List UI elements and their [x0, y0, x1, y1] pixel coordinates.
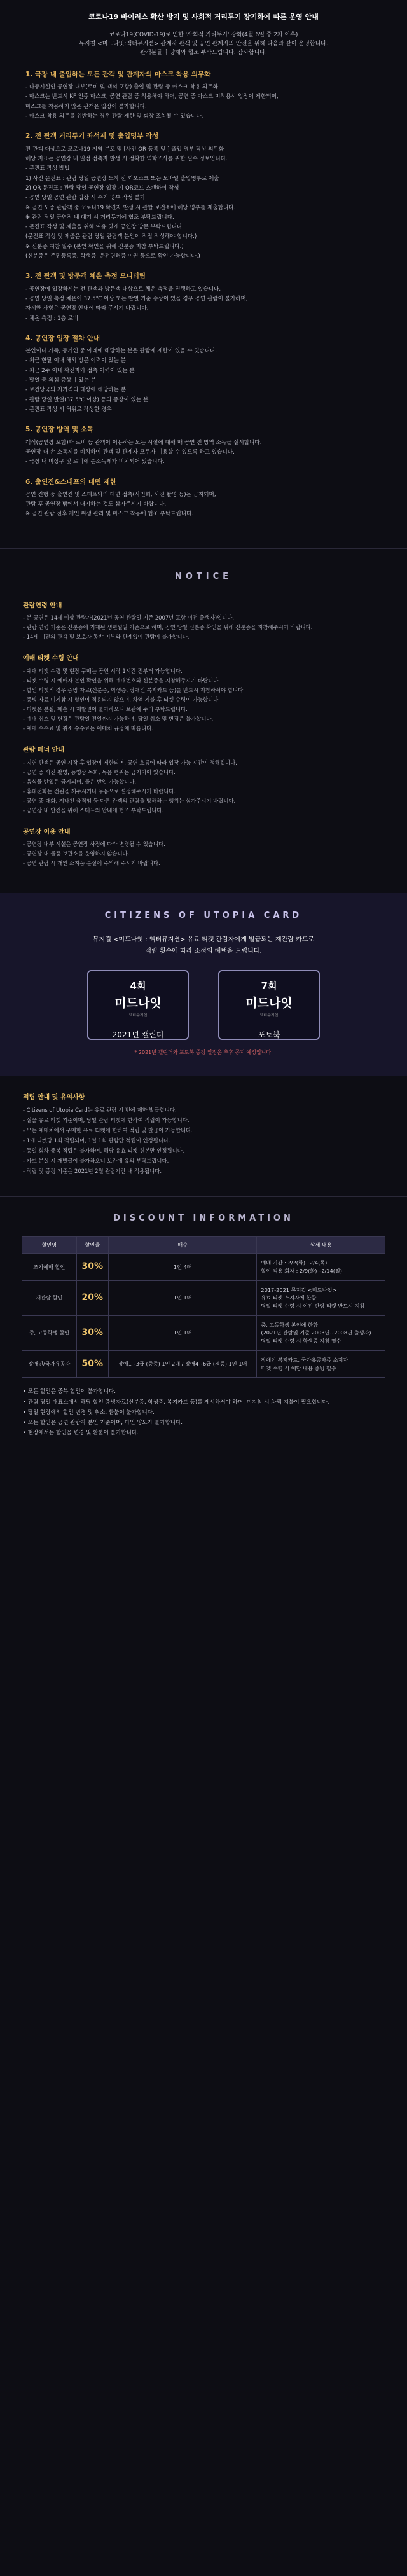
discount-name: 장애인/국가유공자 [22, 1350, 77, 1377]
detail-line: 장애인 복지카드, 국가유공자증 소지자 [261, 1356, 348, 1363]
covid-line: 해당 지표는 공연장 내 밀접 접촉자 발생 시 정확한 역학조사를 위한 필수 정보입니다. [25, 155, 228, 162]
covid-line: - 마스크는 반드시 KF 인증 마스크, 공연 관람 중 착용해야 하며, 공연 중 마스크 미착용시 입장이 제한되며, [25, 93, 279, 100]
notice-line: - 공연 중 사진 촬영, 동영상 녹화, 녹음 행위는 금지되어 있습니다. [23, 768, 176, 775]
notice-line: - 관람 연령 기준은 신분증에 기재된 생년월일 기준으로 하며, 공연 당일 신분증 확인을 위해 신분증을 지참해주시기 바랍니다. [23, 624, 313, 631]
notice-subsection [23, 745, 384, 815]
notice-line: - 티켓은 분실, 훼손 시 재발권이 불가하오니 보관에 주의 부탁드립니다. [23, 706, 188, 713]
covid-line: - 최근 한달 이내 해외 방문 이력이 있는 분 [25, 357, 126, 364]
covid-line: 1) 사전 문진표 : 관람 당일 공연장 도착 전 키오스크 또는 모바일 출입명부로 제출 [25, 175, 219, 182]
detail-line: 티켓 수령 시 해당 내용 증빙 필수 [261, 1364, 336, 1371]
covid-line: - 극장 내 비상구 및 로비에 손소독제가 비치되어 있습니다. [25, 459, 165, 466]
covid-line: 본인이나 가족, 동거인 중 아래에 해당하는 분은 관람에 제한이 있을 수 있습니다. [25, 348, 217, 355]
detail-line: 당일 티켓 수령 시 학생증 지참 필수 [261, 1338, 341, 1345]
covid-subheading: 4. 공연장 입장 절차 안내 [25, 334, 100, 342]
detail-line: 할인 적용 회차 : 2/9(화)~2/14(일) [261, 1267, 343, 1274]
notice-subsection [23, 828, 384, 868]
card-benefit: 포토북 [234, 1025, 304, 1041]
covid-subsection [25, 333, 382, 414]
covid-line: - 최근 2주 이내 확진자와 접촉 이력이 있는 분 [25, 367, 135, 374]
notice-line: - 공연장 내 안전을 위해 스태프의 안내에 협조 부탁드립니다. [23, 807, 164, 814]
utopia-note: * 2021년 캘린더와 포토북 증정 일정은 추후 공지 예정입니다. [134, 1049, 273, 1056]
usage-lines [23, 1106, 384, 1175]
covid-line: 공연장 내 손 소독제를 비치하여 관객 및 관계자 모두가 이용할 수 있도록 하고 있습니다. [25, 448, 235, 455]
discount-qty: 1인 1매 [108, 1280, 256, 1315]
covid-line: - 공연장에 입장하시는 전 관객과 방문객 대상으로 체온 측정을 진행하고 있습니다. [25, 286, 221, 293]
covid-line: 자세한 사항은 공연장 안내에 따라 주시기 바랍니다. [25, 305, 149, 312]
usage-section [0, 1076, 407, 1197]
covid-line: 관람 후 공연장 밖에서 대기하는 것도 삼가주시기 바랍니다. [25, 501, 167, 508]
discount-detail [257, 1350, 385, 1377]
covid-line: 2) QR 문진표 : 관람 당일 공연장 입장 시 QR코드 스캔하여 작성 [25, 184, 179, 191]
card-small: 액터뮤지션 [128, 1013, 148, 1018]
notice-line: - 예매 티켓 수령 및 현장 구매는 공연 시작 1시간 전부터 가능합니다. [23, 667, 183, 674]
covid-line: - 문진표 작성 시 허위로 작성한 경우 [25, 406, 112, 413]
utopia-section [0, 893, 407, 1076]
covid-line: 공연 진행 중 출연진 및 스태프와의 대면 접촉(사인회, 사진 촬영 등)은 금지되며, [25, 491, 216, 498]
intro-line: 코로나19(COVID-19)로 인한 '사회적 거리두기' 강화(4월 6일 중 2차 이후) [109, 32, 298, 39]
discount-name: 조기예매 할인 [22, 1254, 77, 1280]
usage-line: - 모든 예매처에서 구매한 유료 티켓에 한하여 적립 및 발급이 가능합니다. [23, 1127, 193, 1134]
utopia-sub: 적립 횟수에 따라 소정의 혜택을 드립니다. [145, 947, 262, 955]
card-small: 액터뮤지션 [259, 1013, 279, 1018]
covid-line: (신분증은 주민등록증, 학생증, 운전면허증 여권 등으로 확인 가능합니다.) [25, 253, 200, 260]
covid-section [0, 0, 407, 548]
notice-line: - 본 공연은 14세 이상 관람가(2021년 공연 관람일 기준 2007년 포함 이전 출생자)입니다. [23, 614, 235, 621]
covid-subsection [25, 477, 382, 519]
notice-line: - 할인 티켓의 경우 증빙 자료(신분증, 학생증, 장애인 복지카드 등)를 반드시 지참하셔야 합니다. [23, 686, 245, 693]
covid-subheading: 3. 전 관객 및 방문객 체온 측정 모니터링 [25, 272, 146, 280]
discount-rate: 50% [76, 1350, 108, 1377]
notice-heading: 관람 매너 안내 [23, 747, 64, 754]
detail-line: (2021년 관람일 기준 2003년~2008년 출생자) [261, 1329, 371, 1336]
utopia-card-7 [218, 970, 320, 1040]
notice-heading: 예매 티켓 수령 안내 [23, 655, 79, 663]
covid-intro [25, 31, 382, 58]
covid-subheading: 6. 출연진&스태프의 대면 제한 [25, 478, 116, 486]
covid-subsection [25, 424, 382, 466]
detail-line: 중, 고등학생 본인에 한함 [261, 1321, 318, 1328]
col-header: 할인율 [76, 1237, 108, 1254]
covid-subsection [25, 131, 382, 261]
covid-line: - 보건당국의 자가격리 대상에 해당하는 분 [25, 387, 126, 394]
usage-line: - 1매 티켓당 1회 적립되며, 1일 1회 관람만 적립이 인정됩니다. [23, 1137, 170, 1144]
covid-line: (문진표 작성 및 제출은 관람 당일 관람객 본인이 직접 작성해야 합니다.) [25, 233, 197, 240]
discount-rate: 20% [76, 1280, 108, 1315]
covid-title: 코로나19 바이러스 확산 방지 및 사회적 거리두기 장기화에 따른 운영 안내 [88, 13, 319, 21]
footnote-line: • 당일 현장에서 할인 변경 및 취소, 환불이 불가합니다. [23, 1409, 155, 1416]
notice-line: - 예매 수수료 및 취소 수수료는 예매처 규정에 따릅니다. [23, 725, 153, 732]
covid-line: ※ 신분증 지참 필수 (본인 확인을 위해 신분증 지참 부탁드립니다.) [25, 243, 184, 250]
table-row [22, 1315, 385, 1350]
covid-line: 객석(공연장 포함)과 로비 등 관객이 이용하는 모든 시설에 대해 매 공연 전 방역 소독을 실시합니다. [25, 439, 262, 446]
notice-line: - 예매 취소 및 변경은 관람일 전일까지 가능하며, 당일 취소 및 변경은 불가합니다. [23, 716, 214, 723]
notice-line: - 공연 관람 시 개인 소지품 분실에 주의해 주시기 바랍니다. [23, 860, 160, 867]
notice-band: NOTICE [0, 548, 407, 601]
col-header: 매수 [108, 1237, 256, 1254]
covid-line: 마스크를 착용하지 않은 관객은 입장이 불가합니다. [25, 103, 147, 110]
notice-heading: 관람연령 안내 [23, 602, 62, 609]
covid-sections [25, 69, 382, 519]
footnote-line: • 현장에서는 할인을 변경 및 환불이 불가합니다. [23, 1430, 139, 1437]
detail-line: 당일 티켓 수령 시 이전 관람 티켓 반드시 지참 [261, 1303, 365, 1309]
covid-subheading: 1. 극장 내 출입하는 모든 관객 및 관계자의 마스크 착용 의무화 [25, 70, 211, 78]
col-header: 상세 내용 [257, 1237, 385, 1254]
card-name: 미드나잇 [245, 995, 293, 1010]
utopia-card-4 [87, 970, 189, 1040]
footnotes [0, 1378, 407, 1450]
usage-heading: 적립 안내 및 유의사항 [23, 1093, 85, 1101]
notice-line: - 증빙 자료 미지참 시 할인이 적용되지 않으며, 차액 지불 후 티켓 수령이 가능합니다. [23, 696, 220, 703]
notice-line: - 공연장 내부 시설은 공연장 사정에 따라 변경될 수 있습니다. [23, 841, 165, 848]
usage-line: - 동일 회차 중복 적립은 불가하며, 해당 유효 티켓 원본만 인정됩니다. [23, 1147, 184, 1154]
covid-line: ※ 공연 관람 전후 개인 위생 관리 및 마스크 착용에 협조 부탁드립니다. [25, 511, 194, 518]
usage-line: - 실물 유료 티켓 기준이며, 당일 관람 티켓에 한하여 적립이 가능합니다. [23, 1117, 190, 1124]
table-row [22, 1350, 385, 1377]
covid-subheading: 5. 공연장 방역 및 소독 [25, 426, 94, 434]
discount-name: 재관람 할인 [22, 1280, 77, 1315]
discount-detail [257, 1254, 385, 1280]
discount-table [22, 1236, 385, 1378]
usage-line: - Citizens of Utopia Card는 유료 관람 시 번에 제한 발급합니다. [23, 1107, 177, 1114]
covid-line: - 다중시설인 공연장 내부(로비 및 객석 포함) 출입 및 관람 중 마스크 착용 의무화 [25, 84, 218, 91]
covid-line: - 문진표 작성 및 제출을 위해 여유 있게 공연장 방문 부탁드립니다. [25, 224, 184, 231]
table-row [22, 1280, 385, 1315]
discount-rate: 30% [76, 1315, 108, 1350]
footnote-line: • 모든 할인은 중복 할인이 불가합니다. [23, 1388, 116, 1395]
covid-subsection [25, 271, 382, 323]
discount-title: DISCOUNT INFORMATION [0, 1196, 407, 1236]
covid-line: ※ 관람 당일 공연장 내 대기 시 거리두기에 협조 부탁드립니다. [25, 214, 174, 221]
card-count: 4회 [130, 980, 146, 992]
detail-line: 유료 티켓 소지자에 한함 [261, 1294, 317, 1301]
discount-qty: 1인 1매 [108, 1315, 256, 1350]
detail-line: 2017-2021 뮤지컬 <미드나잇> [261, 1286, 337, 1293]
notice-line: - 14세 미만의 관객 및 보호자 동반 여부와 관계없이 관람이 불가합니다. [23, 634, 190, 641]
covid-line: 전 관객 대상으로 코로나19 지역 분포 및 [사전 QR 등록 및 ] 출입 명부 작성 의무화 [25, 146, 224, 153]
notice-heading: 공연장 이용 안내 [23, 828, 71, 836]
covid-line: - 발열 등 의심 증상이 있는 분 [25, 377, 96, 384]
notice-line: - 공연장 내 물품 보관소를 운영하지 않습니다. [23, 850, 130, 857]
notice-subsection [23, 654, 384, 733]
notice-subsection [23, 601, 384, 642]
footnote-line: • 모든 할인은 공연 관람자 본인 기준이며, 타인 양도가 불가합니다. [23, 1420, 183, 1427]
discount-detail [257, 1280, 385, 1315]
notice-line: - 음식물 반입은 금지되며, 물은 반입 가능합니다. [23, 778, 137, 785]
covid-line: - 문진표 작성 방법 [25, 165, 70, 172]
notice-line: - 티켓 수령 시 예매자 본인 확인을 위해 예매번호와 신분증을 지참해주시기 바랍니다. [23, 677, 221, 684]
covid-line: - 공연 당일 공연 관람 입장 시 수기 명부 작성 불가 [25, 195, 146, 202]
utopia-sub: 뮤지컬 <미드나잇 : 액터뮤지션> 유료 티켓 관람자에게 발급되는 재관람 카드로 [92, 936, 315, 944]
card-count: 7회 [261, 980, 277, 992]
notice-line: - 휴대전화는 전원을 꺼주시거나 무음으로 설정해주시기 바랍니다. [23, 787, 176, 794]
intro-line: 관객분들의 양해와 협조 부탁드립니다. 감사합니다. [140, 49, 267, 56]
intro-line: 뮤지컬 <미드나잇:액터뮤지션> 관계자 관객 및 공연 관계자의 안전을 위해 다음과 같이 운영합니다. [79, 40, 328, 47]
usage-line: - 카드 분실 시 재발급이 불가하오니 보관에 유의 부탁드립니다. [23, 1158, 169, 1165]
covid-line: - 관람 당일 발열(37.5℃ 이상) 등의 증상이 있는 분 [25, 396, 149, 403]
notice-line: - 공연 중 대화, 지나친 움직임 등 다른 관객의 관람을 방해하는 행위는 삼가주시기 바랍니다. [23, 797, 236, 804]
card-benefit: 2021년 캘린더 [103, 1025, 173, 1041]
covid-line: - 마스크 착용 의무를 위반하는 경우 관람 제한 및 퇴장 조치될 수 있습니다. [25, 113, 204, 120]
discount-body [22, 1254, 385, 1378]
table-row [22, 1254, 385, 1280]
discount-header-row [22, 1237, 385, 1254]
detail-line: 예매 기간 : 2/2(화)~2/4(목) [261, 1259, 328, 1266]
card-name: 미드나잇 [114, 995, 162, 1010]
covid-line: ※ 공연 도중 관람객 중 코로나19 확진자 발생 시 관할 보건소에 해당 명부를 제출합니다. [25, 204, 236, 211]
col-header: 할인명 [22, 1237, 77, 1254]
notice-section [0, 601, 407, 893]
footnote-line: • 관람 당일 매표소에서 해당 할인 증빙자료(신분증, 학생증, 복지카드 등)를 제시하셔야 하며, 미지참 시 차액 지불이 필요합니다. [23, 1399, 329, 1406]
covid-line: - 체온 측정 : 1층 로비 [25, 315, 79, 322]
discount-qty: 장애1~3급 (중증) 1인 2매 / 장애4~6급 (경증) 1인 1매 [108, 1350, 256, 1377]
discount-detail [257, 1315, 385, 1350]
notice-line: - 지연 관객은 공연 시작 후 입장이 제한되며, 공연 흐름에 따라 입장 가능 시간이 정해집니다. [23, 759, 237, 766]
discount-qty: 1인 4매 [108, 1254, 256, 1280]
covid-subheading: 2. 전 관객 거리두기 좌석제 및 출입명부 작성 [25, 132, 159, 141]
usage-line: - 적립 및 증정 기준은 2021년 2월 관람기간 내 적용됩니다. [23, 1168, 162, 1175]
utopia-title: CITIZENS OF UTOPIA CARD [104, 911, 303, 921]
discount-rate: 30% [76, 1254, 108, 1280]
covid-subsection [25, 69, 382, 121]
discount-name: 중, 고등학생 할인 [22, 1315, 77, 1350]
utopia-cards [19, 970, 388, 1040]
covid-line: - 공연 당일 측정 체온이 37.5℃ 이상 또는 발열 기준 증상이 있을 경우 공연 관람이 불가하며, [25, 295, 248, 302]
